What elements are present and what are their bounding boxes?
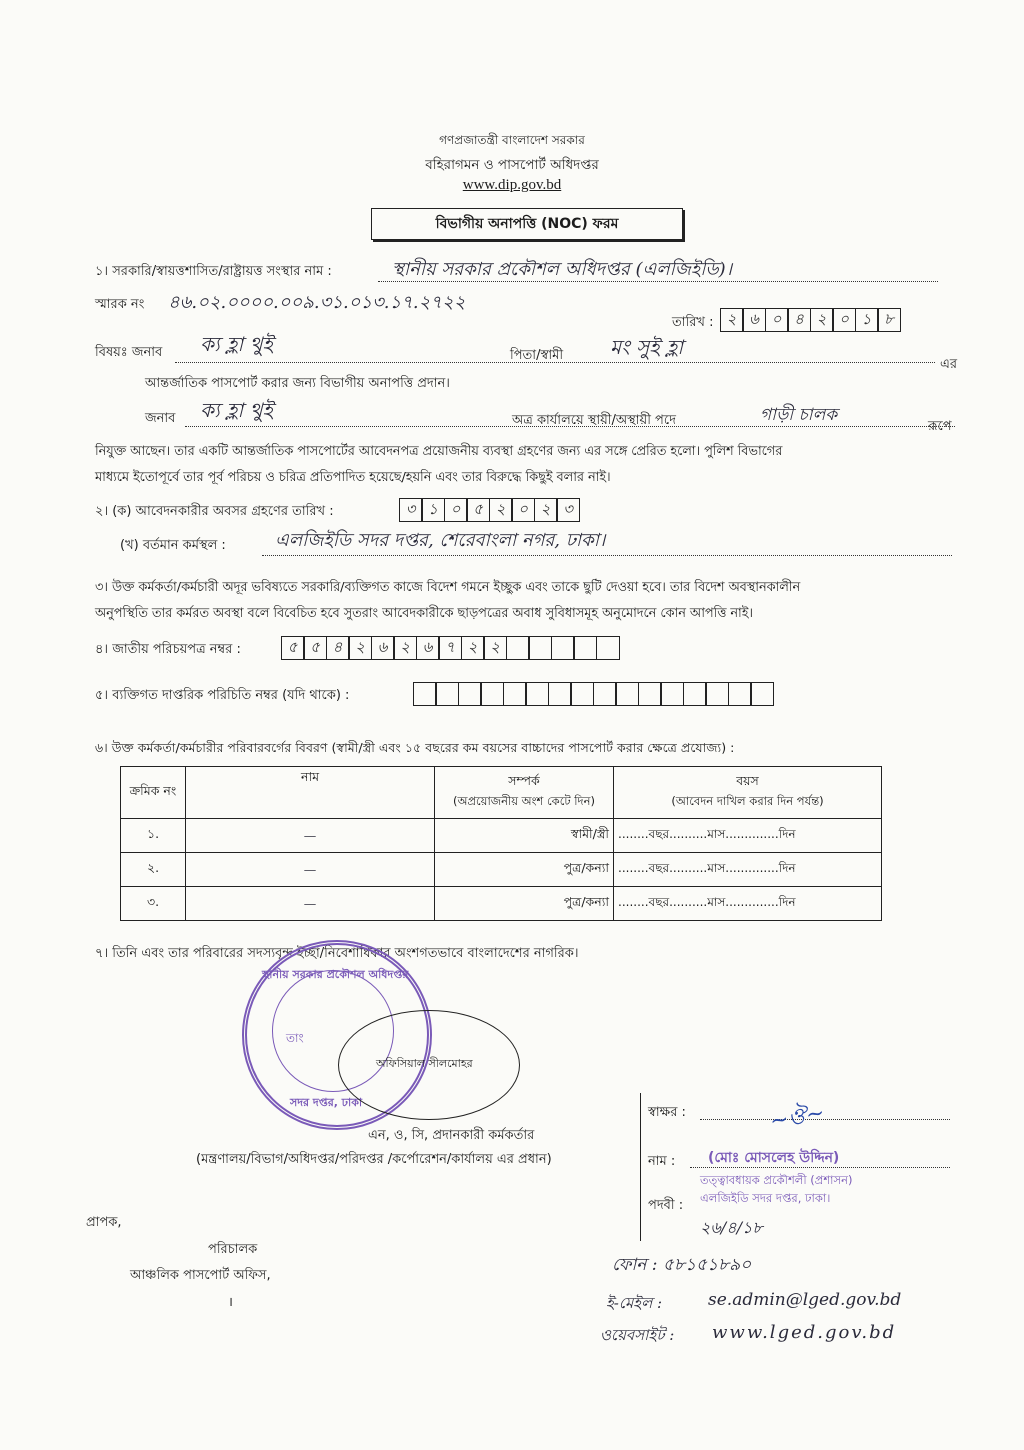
digit-box bbox=[728, 682, 752, 706]
digit-box: ২ bbox=[393, 636, 417, 660]
office-id-label: ৫। ব্যক্তিগত দাপ্তরিক পরিচিতি নম্বর (যদি থাকে) : bbox=[95, 688, 350, 703]
age-header: বয়স bbox=[736, 773, 759, 788]
org-name-value: স্থানীয় সরকার প্রকৌশল অধিদপ্তর (এলজিইডি)। bbox=[392, 259, 733, 280]
digit-box: ৩ bbox=[399, 498, 423, 522]
row-age: ........বছর..........মাস..............দিন bbox=[614, 819, 882, 853]
form-title: বিভাগীয় অনাপত্তি (NOC) ফরম bbox=[371, 208, 683, 240]
website-label: ওয়েবসাইট : bbox=[600, 1326, 675, 1344]
digit-box: ৪ bbox=[787, 308, 811, 332]
digit-box: ১ bbox=[421, 498, 445, 522]
department-website: www.dip.gov.bd bbox=[462, 177, 562, 193]
digit-box: ২ bbox=[348, 636, 372, 660]
digit-box bbox=[458, 682, 482, 706]
digit-box: ৭ bbox=[438, 636, 462, 660]
post-label: পদবী : bbox=[648, 1198, 684, 1213]
digit-box: ১ bbox=[855, 308, 879, 332]
digit-box bbox=[551, 636, 575, 660]
row-name: — bbox=[186, 887, 435, 921]
digit-box: ৬ bbox=[371, 636, 395, 660]
digit-box bbox=[660, 682, 684, 706]
row-age: ........বছর..........মাস..............দিন bbox=[614, 853, 882, 887]
seal-bottom-text: সদর দপ্তর, ঢাকা bbox=[290, 1096, 363, 1109]
item7-text: ৭। তিনি এবং তার পরিবারের সদস্যবৃন্দ ইচ্ছা/নিবেশাধিকার অংশগতভাবে বাংলাদেশের নাগরিক। bbox=[95, 946, 579, 961]
family-table bbox=[120, 766, 882, 921]
recipient-line3: । bbox=[228, 1295, 233, 1310]
col-name: নাম bbox=[186, 767, 435, 819]
signatory-line1: এন, ও, সি, প্রদানকারী কর্মকর্তার bbox=[368, 1128, 535, 1143]
recipient-line2: আঞ্চলিক পাসপোর্ট অফিস, bbox=[130, 1268, 271, 1283]
item3-line1: ৩। উক্ত কর্মকর্তা/কর্মচারী অদূর ভবিষ্যতে সরকারি/ব্যক্তিগত কাজে বিদেশ গমনে ইচ্ছুক এবং তাকে ছুটি দেওয়া হবে। তার বিদেশ অবস্থানকালীন bbox=[95, 580, 801, 595]
seal-text: স্থানীয় সরকার প্রকৌশল অধিদপ্তর bbox=[262, 968, 409, 981]
subject-suffix: এর bbox=[940, 357, 958, 372]
nid-label: ৪। জাতীয় পরিচয়পত্র নম্বর : bbox=[95, 642, 241, 657]
relation-header: সম্পর্ক bbox=[508, 773, 540, 788]
row-name: — bbox=[186, 819, 435, 853]
digit-box: ৮ bbox=[877, 308, 901, 332]
digit-box bbox=[638, 682, 662, 706]
digit-box bbox=[705, 682, 729, 706]
office-text: অত্র কার্যালয়ে স্থায়ী/অস্থায়ী পদে bbox=[512, 413, 676, 428]
workplace-value: এলজিইডি সদর দপ্তর, শেরেবাংলা নগর, ঢাকা। bbox=[275, 530, 606, 551]
body-para1: নিযুক্ত আছেন। তার একটি আন্তর্জাতিক পাসপোর্টের আবেদনপত্র প্রয়োজনীয় ব্যবস্থা গ্রহণের জন্য এর সঙ্গে প্রেরিত হলো। পুলিশ বিভাগের bbox=[95, 444, 783, 459]
janab-label: জনাব bbox=[145, 411, 176, 426]
father-label: পিতা/স্বামী bbox=[510, 348, 564, 363]
memo-label: স্মারক নং bbox=[95, 297, 145, 312]
date-boxes bbox=[721, 308, 901, 332]
col-serial: ক্রমিক নং bbox=[121, 767, 186, 819]
phone-handwritten: ফোন : ৫৮১৫১৮৯০ bbox=[612, 1255, 752, 1275]
date-label: তারিখ : bbox=[672, 315, 714, 330]
office-stamp: এলজিইডি সদর দপ্তর, ঢাকা। bbox=[700, 1191, 831, 1205]
item6-label: ৬। উক্ত কর্মকর্তা/কর্মচারীর পরিবারবর্গের বিবরণ (স্বামী/স্ত্রী এবং ১৫ বছরের কম বয়সের বাচ্চাদের পাসপোর্ট করার ক্ষেত্রে প্রযোজ্য) : bbox=[95, 740, 735, 755]
col-age bbox=[614, 767, 882, 819]
body-para2: মাধ্যমে ইতোপূর্বে তার পূর্ব পরিচয় ও চরিত্র প্রতিপাদিত হয়েছে/হয়নি এবং তার বিরুদ্ধে কিছুই বলার নাই। bbox=[95, 470, 611, 485]
digit-box: ২ bbox=[810, 308, 834, 332]
table-row bbox=[121, 819, 882, 853]
digit-box bbox=[573, 636, 597, 660]
name-label: নাম : bbox=[648, 1154, 676, 1169]
email-label: ই-মেইল : bbox=[606, 1294, 663, 1312]
row-relation: পুত্র/কন্যা bbox=[435, 853, 614, 887]
post-name: গাড়ী চালক bbox=[760, 405, 838, 425]
digit-box: ২ bbox=[461, 636, 485, 660]
father-name: মং সুই হ্লা bbox=[610, 335, 684, 359]
memo-number: ৪৬.০২.০০০০.০০৯.৩১.০১৩.১৭.২৭২২ bbox=[168, 292, 466, 313]
digit-box: ৫ bbox=[303, 636, 327, 660]
digit-box: ৬ bbox=[742, 308, 766, 332]
official-seal-label: অফিসিয়াল সীলমোহর bbox=[376, 1057, 473, 1070]
officer-title-stamp: তত্ত্বাবধায়ক প্রকৌশলী (প্রশাসন) bbox=[700, 1173, 853, 1187]
item1-label: ১। সরকারি/স্বায়ত্তশাসিত/রাষ্ট্রায়ত্ত সংস্থার নাম : bbox=[95, 264, 332, 279]
officer-name-stamp: (মোঃ মোসলেহ উদ্দিন) bbox=[708, 1150, 840, 1166]
digit-box bbox=[480, 682, 504, 706]
recipient-line1: পরিচালক bbox=[208, 1242, 258, 1257]
digit-box bbox=[593, 682, 617, 706]
digit-box bbox=[548, 682, 572, 706]
body-name: ক্য হ্লা থুই bbox=[200, 398, 273, 422]
digit-box bbox=[528, 636, 552, 660]
govt-name: গণপ্রজাতন্ত্রী বাংলাদেশ সরকার bbox=[439, 133, 585, 147]
row-serial: ২. bbox=[121, 853, 186, 887]
digit-box: ৪ bbox=[326, 636, 350, 660]
digit-box: ২ bbox=[483, 636, 507, 660]
digit-box bbox=[525, 682, 549, 706]
item2-ka-label: ২। (ক) আবেদনকারীর অবসর গ্রহণের তারিখ : bbox=[95, 504, 334, 519]
relation-note: (অপ্রয়োজনীয় অংশ কেটে দিন) bbox=[453, 794, 595, 808]
signature-label: স্বাক্ষর : bbox=[648, 1105, 686, 1120]
nid-boxes bbox=[282, 636, 620, 660]
retire-date-boxes bbox=[400, 498, 580, 522]
rupe-text: রূপে bbox=[928, 419, 952, 434]
website-value: www.lged.gov.bd bbox=[712, 1322, 897, 1343]
digit-box: ৫ bbox=[281, 636, 305, 660]
email-value: se.admin@lged.gov.bd bbox=[708, 1290, 902, 1310]
digit-box: ০ bbox=[444, 498, 468, 522]
department-name: বহিরাগমন ও পাসপোর্ট অধিদপ্তর bbox=[425, 157, 599, 173]
row-serial: ১. bbox=[121, 819, 186, 853]
office-id-boxes bbox=[414, 682, 774, 706]
applicant-name: ক্য হ্লা থুই bbox=[200, 332, 273, 356]
digit-box: ২ bbox=[534, 498, 558, 522]
subject-line2: আন্তর্জাতিক পাসপোর্ট করার জন্য বিভাগীয় অনাপত্তি প্রদান। bbox=[145, 376, 450, 391]
item3-line2: অনুপস্থিতি তার কর্মরত অবস্থা বলে বিবেচিত হবে সুতরাং আবেদকারীকে ছাড়পত্রের অবাধ সুবিধাসমূহ অনুমোদনে কোন আপত্তি নাই। bbox=[95, 606, 753, 621]
recipient-to: প্রাপক, bbox=[86, 1215, 122, 1230]
seal-tang: তাং bbox=[286, 1031, 304, 1045]
table-row bbox=[121, 887, 882, 921]
table-row bbox=[121, 853, 882, 887]
digit-box: ২ bbox=[489, 498, 513, 522]
handwritten-initial: ২৬/৪/১৮ bbox=[700, 1218, 763, 1237]
handwritten-signature: ~ঔ~ bbox=[768, 1100, 827, 1135]
digit-box bbox=[435, 682, 459, 706]
digit-box bbox=[615, 682, 639, 706]
digit-box bbox=[750, 682, 774, 706]
row-serial: ৩. bbox=[121, 887, 186, 921]
signatory-line2: (মন্ত্রণালয়/বিভাগ/অধিদপ্তর/পরিদপ্তর /কর্পোরেশন/কার্যালয় এর প্রধান) bbox=[196, 1152, 552, 1167]
digit-box bbox=[596, 636, 620, 660]
row-relation: পুত্র/কন্যা bbox=[435, 887, 614, 921]
digit-box: ০ bbox=[832, 308, 856, 332]
age-note: (আবেদন দাখিল করার দিন পর্যন্ত) bbox=[671, 794, 824, 808]
row-age: ........বছর..........মাস..............দিন bbox=[614, 887, 882, 921]
subject-label: বিষয়ঃ জনাব bbox=[95, 345, 163, 360]
digit-box bbox=[570, 682, 594, 706]
row-name: — bbox=[186, 853, 435, 887]
digit-box bbox=[683, 682, 707, 706]
digit-box: ০ bbox=[765, 308, 789, 332]
sign-label bbox=[640, 1093, 647, 1241]
digit-box bbox=[506, 636, 530, 660]
digit-box: ৬ bbox=[416, 636, 440, 660]
digit-box: ৩ bbox=[556, 498, 580, 522]
digit-box: ০ bbox=[511, 498, 535, 522]
digit-box bbox=[503, 682, 527, 706]
digit-box bbox=[413, 682, 437, 706]
col-relation bbox=[435, 767, 614, 819]
digit-box: ৫ bbox=[466, 498, 490, 522]
row-relation: স্বামী/স্ত্রী bbox=[435, 819, 614, 853]
digit-box: ২ bbox=[720, 308, 744, 332]
item2-kha-label: (খ) বর্তমান কর্মস্থল : bbox=[120, 538, 226, 553]
